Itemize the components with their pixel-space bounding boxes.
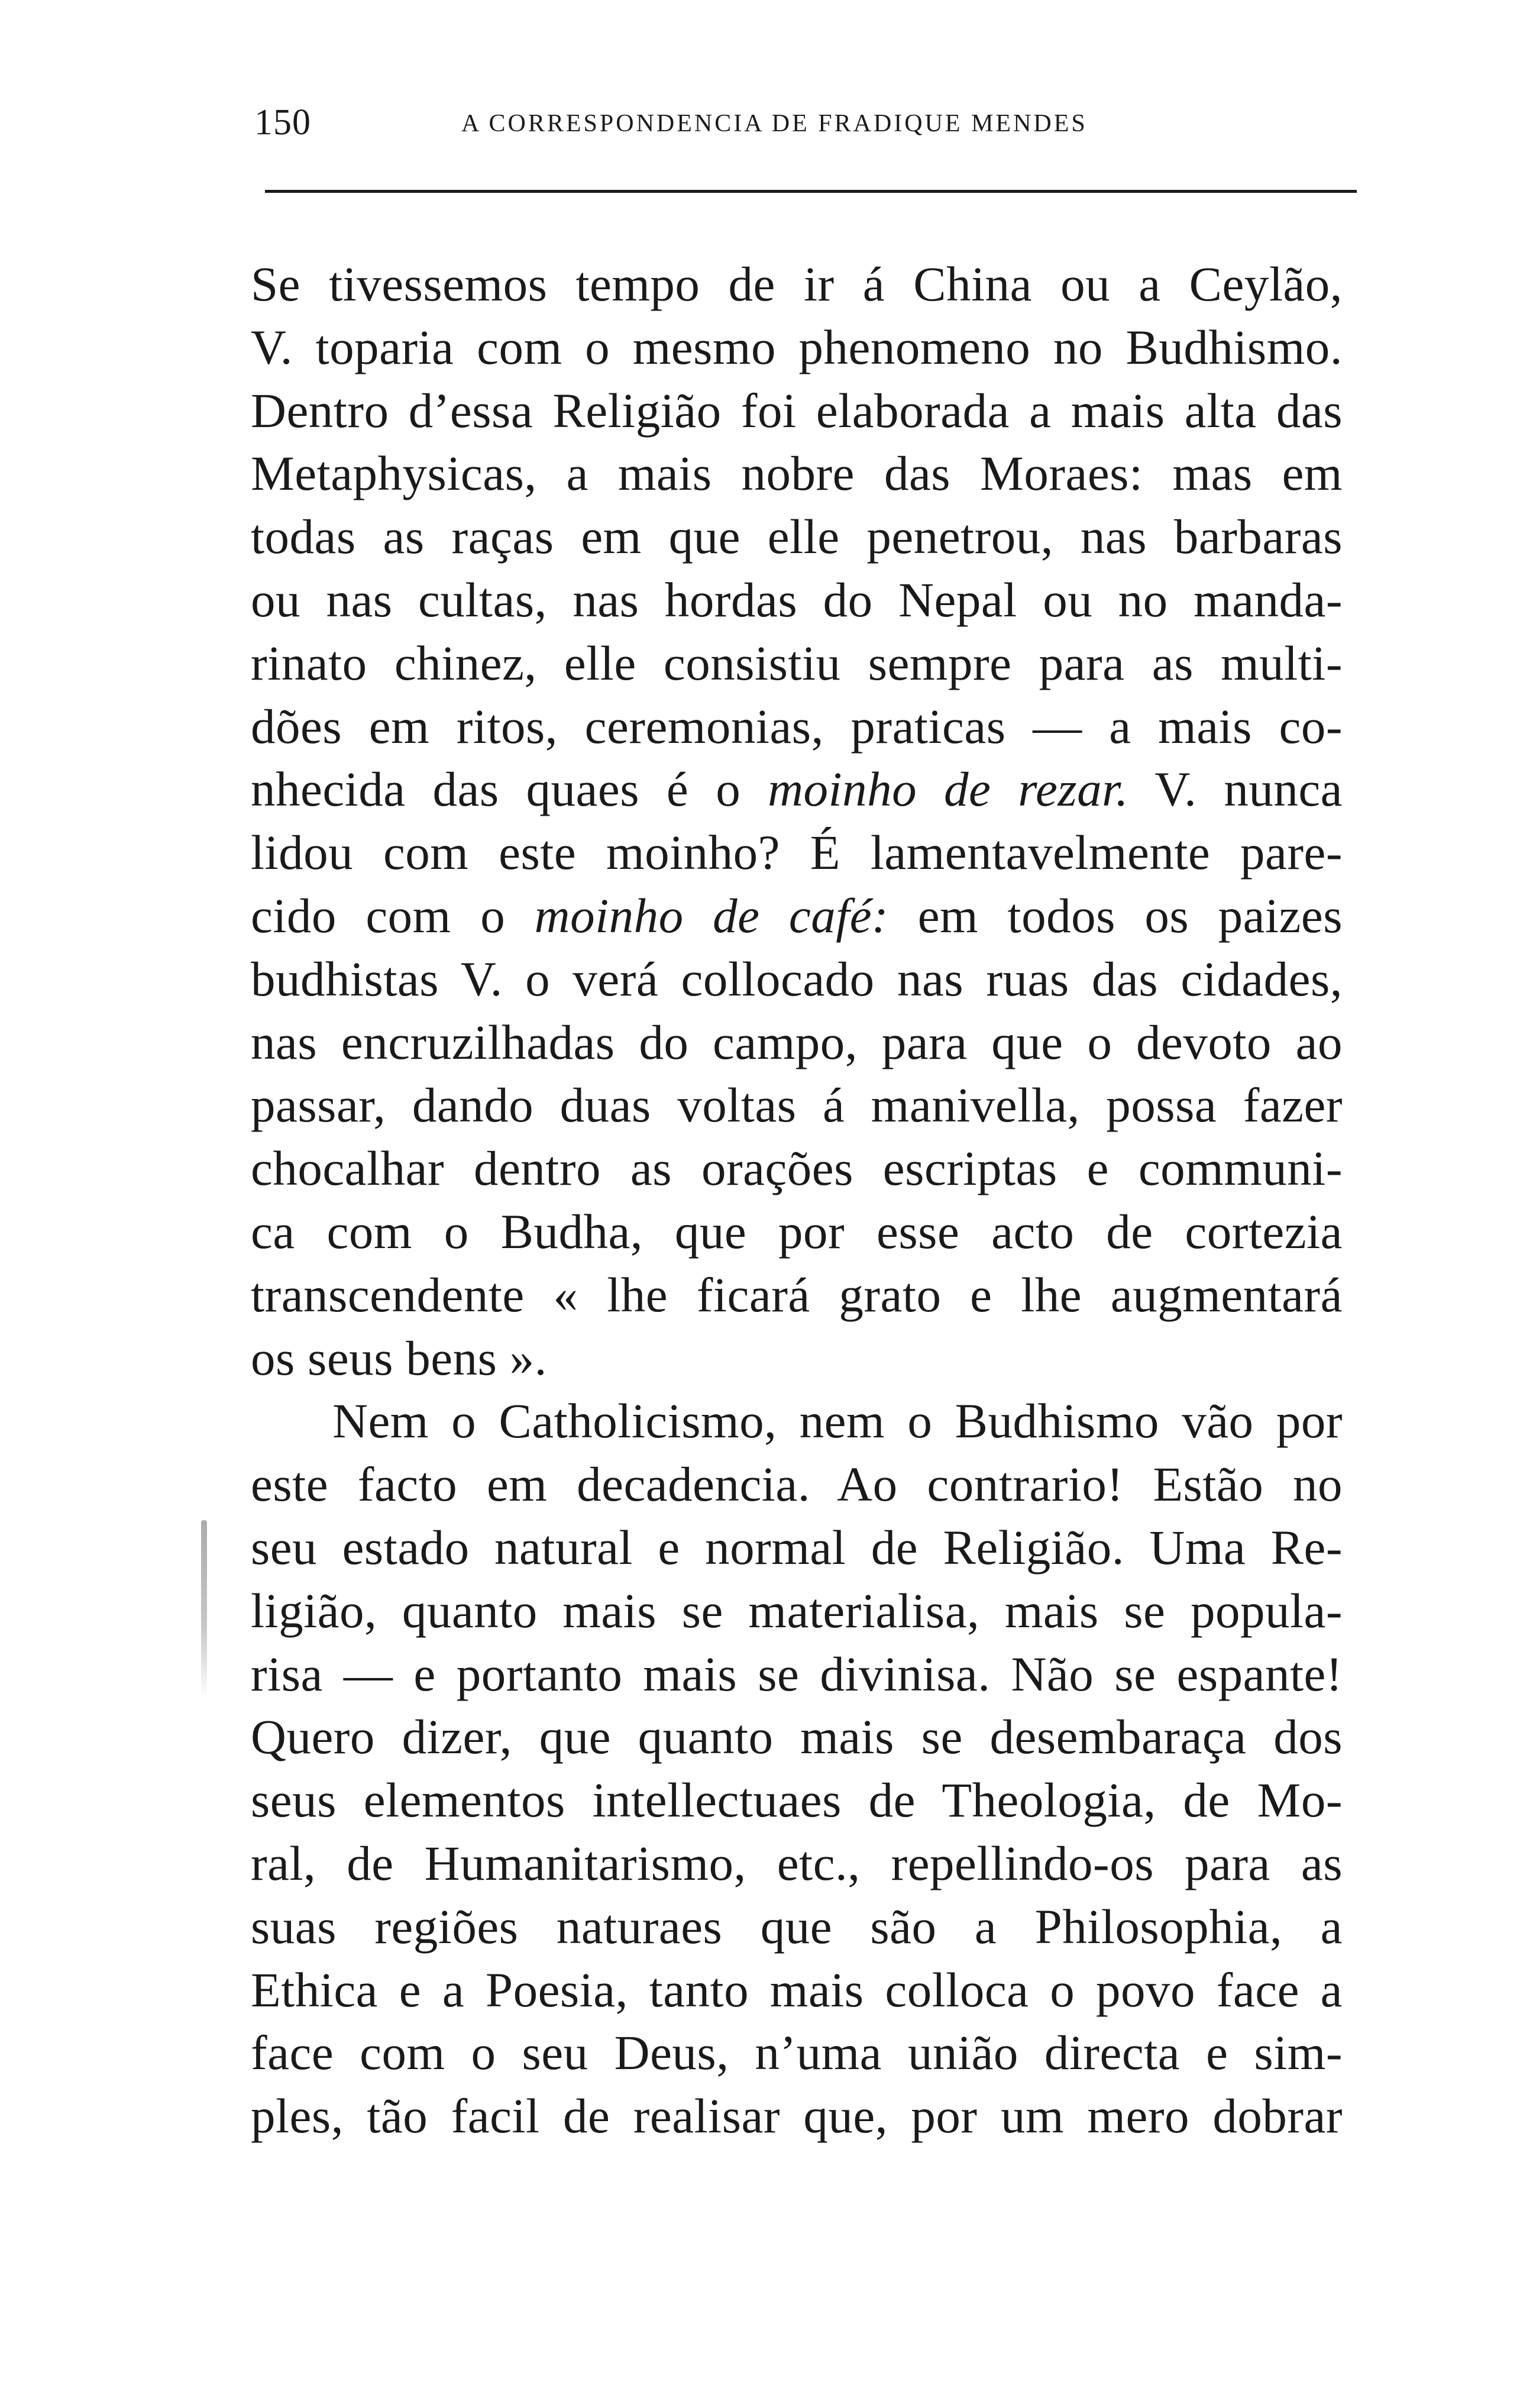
- text-line: ca com o Budha, que por esse acto de cortezia: [251, 1204, 1343, 1259]
- italic-term: moinho de rezar.: [768, 762, 1128, 817]
- text-line: Dentro d’essa Religião foi elaborada a mais alta das: [251, 383, 1343, 438]
- margin-mark: [201, 1520, 207, 1698]
- running-title: A CORRESPONDENCIA DE FRADIQUE MENDES: [461, 110, 1088, 137]
- page-number: 150: [254, 102, 311, 143]
- header-rule: [265, 190, 1357, 193]
- text-line: budhistas V. o verá collocado nas ruas das cidades,: [251, 951, 1343, 1006]
- text-segment: cido com o: [251, 888, 535, 943]
- text-segment: em todos os paizes: [888, 888, 1343, 943]
- text-line: transcendente « lhe ficará grato e lhe augmentará: [251, 1267, 1343, 1322]
- text-line: ou nas cultas, nas hordas do Nepal ou no manda-: [251, 572, 1343, 627]
- text-segment: V. nunca: [1128, 762, 1343, 817]
- text-line: risa — e portanto mais se divinisa. Não se espante!: [251, 1646, 1343, 1701]
- text-line: ligião, quanto mais se materialisa, mais se popula-: [251, 1583, 1343, 1638]
- text-line: todas as raças em que elle penetrou, nas barbaras: [251, 509, 1343, 564]
- text-line: ples, tão facil de realisar que, por um mero dobrar: [251, 2089, 1343, 2144]
- text-line: os seus bens ».: [251, 1330, 547, 1385]
- text-line: V. toparia com o mesmo phenomeno no Budhismo.: [251, 319, 1343, 374]
- text-line: chocalhar dentro as orações escriptas e communi-: [251, 1141, 1343, 1196]
- text-line: suas regiões naturaes que são a Philosophia, a: [251, 1899, 1343, 1954]
- italic-term: moinho de café:: [534, 888, 889, 943]
- text-line: Se tivessemos tempo de ir á China ou a Ceylão,: [251, 257, 1343, 311]
- text-line: seu estado natural e normal de Religião. Uma Re-: [251, 1520, 1343, 1575]
- text-line: rinato chinez, elle consistiu sempre para as multi-: [251, 635, 1343, 690]
- text-line: Metaphysicas, a mais nobre das Moraes: mas em: [251, 446, 1343, 501]
- text-line: seus elementos intellectuaes de Theologia, de Mo-: [251, 1773, 1343, 1828]
- body-text: [251, 253, 1343, 2148]
- text-line: passar, dando duas voltas á manivella, possa fazer: [251, 1078, 1343, 1133]
- text-line: este facto em decadencia. Ao contrario! Estão no: [251, 1457, 1343, 1512]
- text-line: dões em ritos, ceremonias, praticas — a mais co-: [251, 699, 1343, 754]
- text-line: [251, 884, 1343, 948]
- text-line: Quero dizer, que quanto mais se desembaraça dos: [251, 1709, 1343, 1764]
- text-line: [251, 758, 1343, 821]
- text-line: nas encruzilhadas do campo, para que o devoto ao: [251, 1014, 1343, 1069]
- text-line: lidou com este moinho? É lamentavelmente pare-: [251, 825, 1343, 880]
- text-line: ral, de Humanitarismo, etc., repellindo-os para as: [251, 1835, 1343, 1890]
- text-line: Nem o Catholicismo, nem o Budhismo vão por: [332, 1394, 1343, 1449]
- text-line: face com o seu Deus, n’uma união directa e sim-: [251, 2025, 1343, 2080]
- text-segment: nhecida das quaes é o: [251, 762, 768, 817]
- text-line: Ethica e a Poesia, tanto mais colloca o povo face a: [251, 1962, 1343, 2017]
